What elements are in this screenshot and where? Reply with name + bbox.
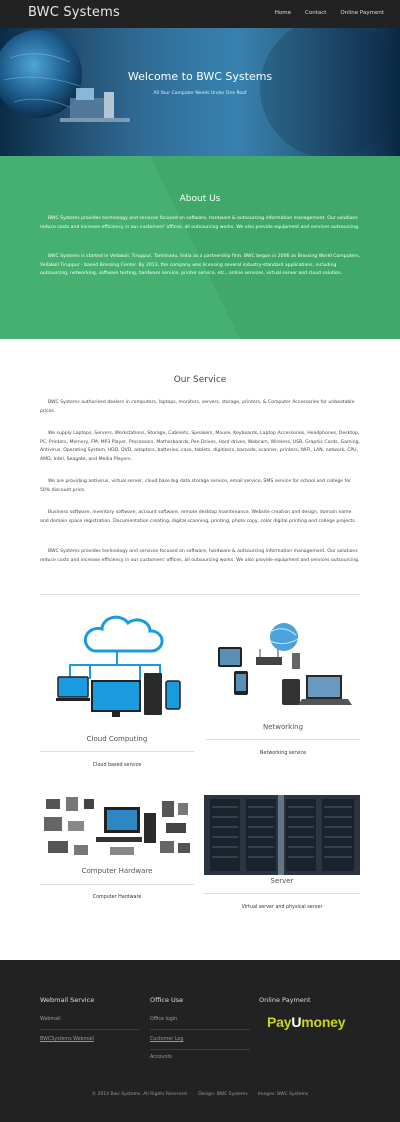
payu-logo-pay: Pay — [267, 1014, 292, 1030]
about-paragraph: BWC Systems is started in Vellakoil, Tiruppur, Tamilnadu, India as a partnership firm. BWC began in 2006 as Brossing World Computers, Vellakoil Tiruppur - based Brossing Center. By 2013, the company was licensing several industry-standard applications, including outsourcing, networking, software testing, hardware service, printer service, etc., online services, virtual server and cloud solution. — [40, 254, 360, 276]
footer-link-webmail[interactable]: Webmail — [40, 1017, 61, 1022]
card-title-networking: Networking — [262, 723, 304, 731]
networking-image — [206, 615, 360, 717]
about-diagonal-shade — [0, 156, 400, 339]
service-paragraph: We supply Laptops, Servers, Workstations, Storage, Cabinets, Speakers, Mouse, Keyboards, Laptop Accessories, Headphones, Desktop, PC, Printers, Memory, FM, MP3 Player, Processors, Motherboards, Pen Drives, Hard drives, Webcam, Wireless, USB, Graphic Cards, Gaming, Antivirus, Operating System, HDD, DVD, adapters, batteries, case, tablets, digitizers, barcode, scanner, printers, WIFI, LAN, network, CPU, AMD, Intel, Seagate, and Media Players. — [40, 431, 360, 462]
payu-logo-u: U — [291, 1014, 302, 1030]
footer-link-accounts[interactable]: Accounts — [150, 1055, 172, 1060]
nav-links — [275, 10, 384, 16]
card-title-cloud-computing: Cloud Computing — [86, 735, 148, 743]
top-navbar — [0, 0, 400, 28]
nav-link-contact[interactable]: Contact — [305, 10, 327, 16]
hero-banner — [0, 28, 400, 156]
hero-title: Welcome to BWC Systems — [127, 70, 273, 83]
card-desc-computer-hardware: Computer Hardware — [92, 895, 142, 900]
computer-hardware-image — [40, 793, 194, 865]
about-title: About Us — [179, 194, 221, 204]
footer-link-customer-log[interactable]: Customer Log — [150, 1037, 184, 1042]
nav-link-home[interactable]: Home — [274, 10, 292, 16]
service-paragraph: We are providing antivirus, virtual server, cloud base big data storage service, email service, SMS service for school and college for 50% discount price. — [40, 479, 351, 493]
footer-heading-payment: Online Payment — [259, 996, 311, 1004]
card-desc-cloud-computing: Cloud based service — [92, 763, 142, 768]
footer-divider — [40, 1029, 140, 1030]
site-footer — [0, 960, 400, 1122]
card-title-computer-hardware: Computer Hardware — [81, 867, 153, 875]
about-paragraph: BWC Systems provides technology and services focused on software, hardware & outsourcing information management. Our solutions reduce costs and increase efficiency in our customers' offices, all outsourcing works. We also provide equipment and services outsourcing. — [40, 216, 360, 230]
copyright-text: © 2014 Bwc Systems. All Rights Reserved. — [91, 1092, 189, 1097]
brand-logo-text[interactable]: BWC Systems — [28, 5, 120, 20]
card-divider — [40, 751, 194, 752]
design-credit-link[interactable]: Design: BWC Systems — [198, 1092, 248, 1097]
card-title-server: Server — [270, 877, 294, 885]
card-desc-server: Virtual server and physical server — [241, 905, 323, 910]
payu-logo-money: money — [301, 1014, 346, 1030]
server-image — [204, 795, 360, 875]
card-desc-networking: Networking service — [259, 751, 307, 756]
footer-divider — [150, 1029, 250, 1030]
nav-link-online-payment[interactable]: Online Payment — [340, 10, 384, 16]
payumoney-logo[interactable] — [267, 1014, 345, 1030]
copyright-bar — [0, 1092, 400, 1097]
card-divider — [204, 893, 360, 894]
service-paragraph: BWC Systems provides technology and services focused on software, hardware & outsourcing information management. Our solutions reduce costs and increase efficiency in our customers' offices, all outsourcing works. We also provide equipment and services outsourcing. — [40, 549, 360, 563]
card-divider — [40, 884, 194, 885]
footer-link-office-login[interactable]: Office login — [150, 1017, 178, 1022]
footer-heading-office: Office Use — [150, 996, 184, 1004]
service-paragraph: BWC Systems authorised dealers in computers, laptops, monitors, servers, storage, printers, & Computer Accessories for unbeatable prices. — [40, 400, 355, 414]
service-title: Our Service — [173, 375, 227, 385]
cloud-computing-image — [40, 615, 194, 729]
hero-subtitle: All Your Computer Needs Under One Roof — [153, 91, 247, 96]
footer-heading-webmail: Webmail Service — [40, 996, 95, 1004]
about-section — [0, 156, 400, 339]
footer-divider — [150, 1049, 250, 1050]
footer-link-bwcsystems-webmail[interactable]: BWCSystems Webmail — [40, 1037, 94, 1042]
section-divider — [40, 594, 360, 595]
card-divider — [206, 739, 360, 740]
service-paragraph: Business software, inventory software, account software, remote desktop maintenance, Website creation and design, domain name and domain space registration. Documentation creating, digital scanning, printing, photo copy, color digital printing and college projects. — [40, 510, 357, 524]
images-credit-link[interactable]: Images: BWC Systems — [257, 1092, 309, 1097]
